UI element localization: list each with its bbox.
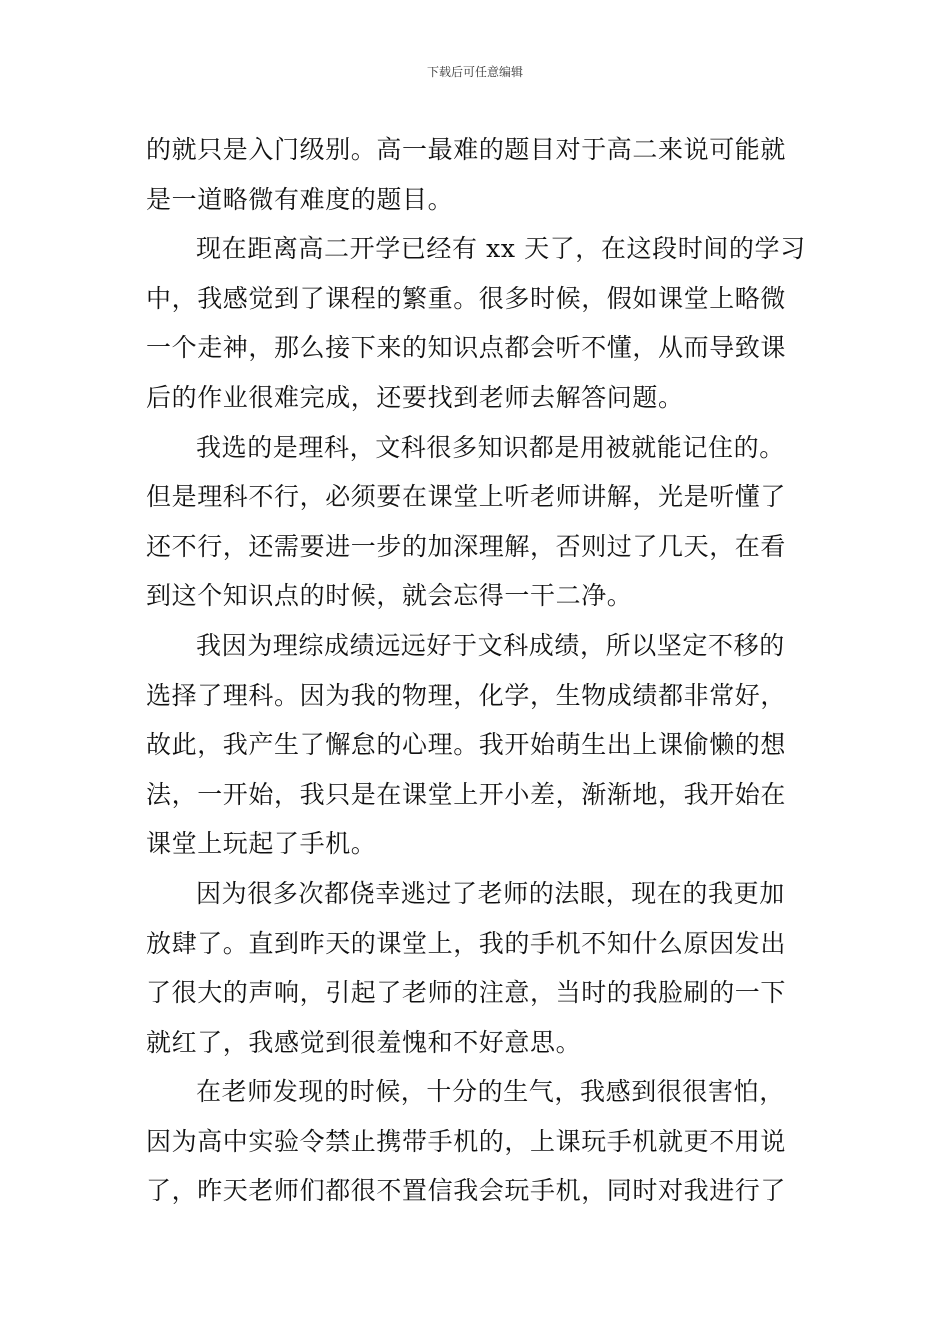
text-line: 还不行，还需要进一步的加深理解，否则过了几天，在看 — [146, 531, 787, 561]
text-line: 选择了理科。因为我的物理，化学，生物成绩都非常好， — [146, 680, 787, 710]
text-line: 但是理科不行，必须要在课堂上听老师讲解，光是听懂了 — [146, 482, 787, 512]
text-line: 了很大的声响，引起了老师的注意，当时的我脸刷的一下 — [146, 978, 787, 1008]
page-header: 下载后可任意编辑 — [426, 65, 523, 79]
paragraph-first-line: 因为很多次都侥幸逃过了老师的法眼，现在的我更加 — [196, 878, 785, 908]
text-line: 课堂上玩起了手机。 — [146, 829, 377, 859]
paragraph-first-line: 现在距离高二开学已经有 xx 天了，在这段时间的学习 — [196, 234, 806, 264]
text-line: 法，一开始，我只是在课堂上开小差，渐渐地，我开始在 — [146, 779, 787, 809]
paragraph-first-line: 我因为理综成绩远远好于文科成绩，所以坚定不移的 — [196, 630, 785, 660]
text-line: 后的作业很难完成，还要找到老师去解答问题。 — [146, 382, 684, 412]
text-line: 就红了，我感觉到很羞愧和不好意思。 — [146, 1027, 582, 1057]
text-line: 故此，我产生了懈怠的心理。我开始萌生出上课偷懒的想 — [146, 730, 787, 760]
text-line: 了，昨天老师们都很不置信我会玩手机，同时对我进行了 — [146, 1176, 787, 1206]
text-line: 一个走神，那么接下来的知识点都会听不懂，从而导致课 — [146, 333, 787, 363]
document-body — [146, 125, 808, 1216]
text-line: 放肆了。直到昨天的课堂上，我的手机不知什么原因发出 — [146, 928, 787, 958]
paragraph-first-line: 在老师发现的时候，十分的生气，我感到很很害怕， — [196, 1077, 785, 1107]
text-line: 到这个知识点的时候，就会忘得一干二净。 — [146, 581, 633, 611]
text-line: 是一道略微有难度的题目。 — [146, 184, 454, 214]
paragraph-first-line: 我选的是理科，文科很多知识都是用被就能记住的。 — [196, 432, 785, 462]
text-line: 因为高中实验令禁止携带手机的，上课玩手机就更不用说 — [146, 1126, 787, 1156]
text-line: 的就只是入门级别。高一最难的题目对于高二来说可能就 — [146, 135, 787, 164]
text-line: 中，我感觉到了课程的繁重。很多时候，假如课堂上略微 — [146, 283, 787, 313]
